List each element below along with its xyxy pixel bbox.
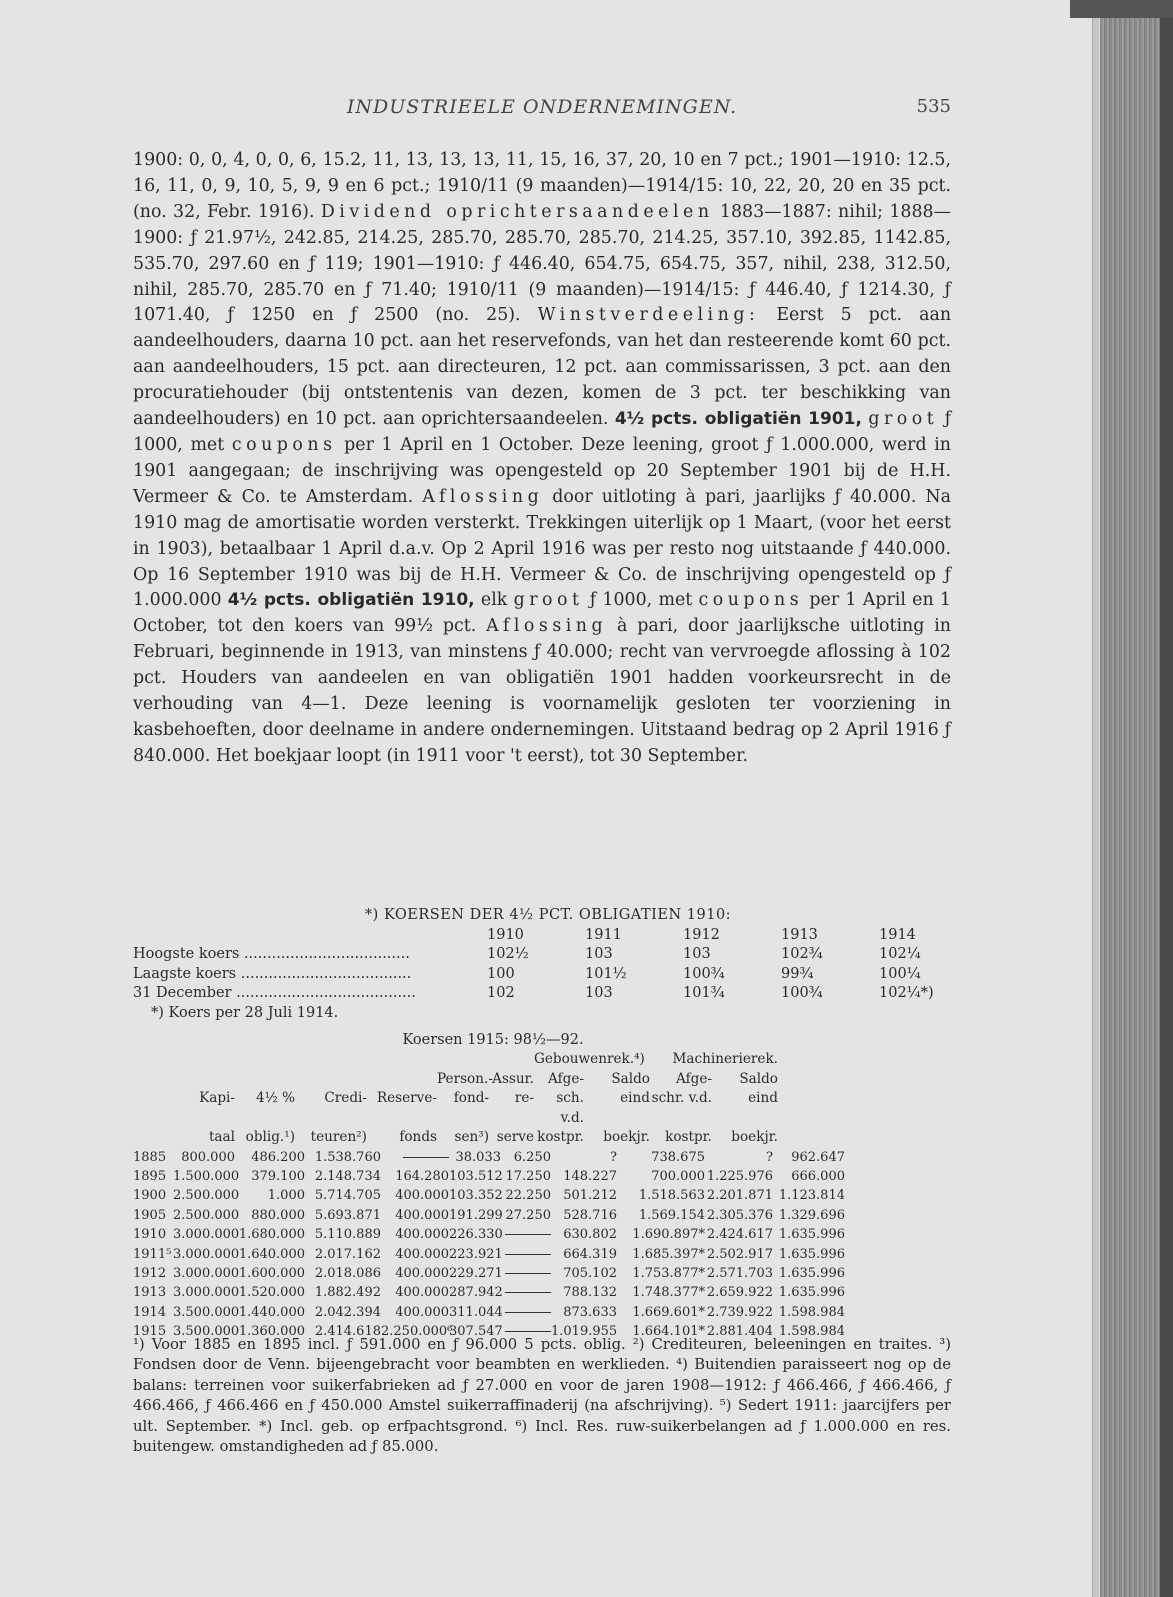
page-number: 535 <box>916 96 951 117</box>
winstverdeeling-label: Winstverdeeling: <box>537 305 760 326</box>
table-cell: 3.000.000 <box>173 1265 240 1281</box>
winstverdeeling-text: Eerst 5 pct. aan aandeelhouders, daarna 10 pct. aan het reservefonds, van het dan resteerende komt 60 pct. aan aandeelhouders, 15 pct. aan directeuren, 12 pct. aan commissarissen, 3 pct. aan den procuratiehouder (bij ontstentenis van dezen, komen de 3 pct. ter beschikking van aandeelhouders) en 10 pct. aan oprichtersaandeelen. <box>133 305 952 430</box>
koersen-footnote: *) Koers per 28 Juli 1914. <box>151 1004 339 1021</box>
koersen-year: 1912 <box>683 926 720 943</box>
table-cell: 1.360.000 <box>238 1324 305 1340</box>
table-cell <box>501 1283 551 1302</box>
table-cell: 400.000 <box>395 1246 449 1262</box>
table-cell: 287.942 <box>449 1285 503 1301</box>
table-cell: 1912 <box>133 1265 167 1281</box>
obligaties-1910-text-a: elk <box>480 590 508 611</box>
table-cell: 400.000 <box>395 1227 449 1243</box>
table-cell: 1.538.760 <box>314 1149 381 1165</box>
obligaties-1910-heading: 4½ pcts. obligatiën 1910, <box>227 590 475 611</box>
table-cell: 2.201.871 <box>706 1188 773 1204</box>
table-cell: 1.664.101* <box>632 1324 705 1340</box>
book-spine-edge <box>1100 18 1160 1597</box>
table-cell: 2.571.703 <box>706 1265 773 1281</box>
table-cell: 2.148.734 <box>314 1168 381 1184</box>
table-cell: ? <box>766 1149 773 1165</box>
table-cell: 400.000 <box>395 1265 449 1281</box>
table-cell: 400.000 <box>395 1188 449 1204</box>
dividend-history: 1900: 0, 0, 4, 0, 0, 6, 15.2, 11, 13, 13, 13, 11, 15, 16, 37, 20, 10 en 7 pct.; 1901—1910: 12.5, 16, 11, 0, 9, 10, 5, 9, 9 en 6 pct.; 1910/11 (9 maanden)—1914/15: 10, 22, 20, 20 en 35 pct. (no. 32, Febr. 1916). <box>133 150 951 222</box>
koersen-row-31-december: 31 December ....................................... 102 103 101¾ 100¾ 102¼*) <box>133 985 934 1001</box>
table-cell: 2.881.404 <box>706 1324 773 1340</box>
table-cell: 1910 <box>133 1227 167 1243</box>
table-cell: 103.512 <box>449 1168 503 1184</box>
obligaties-1910-text-c: per 1 April en 1 October, tot den koers van 99½ pct. <box>133 590 951 637</box>
table-cell: 2.018.086 <box>314 1265 381 1281</box>
table-cell: 1885 <box>133 1149 167 1165</box>
table-cell: 705.102 <box>563 1265 617 1281</box>
dividend-oprichters-label: Dividend oprichtersaandeelen <box>320 201 714 222</box>
table-cell: 2.017.162 <box>314 1246 381 1262</box>
table-cell: 164.280 <box>395 1168 449 1184</box>
table-cell: 2.424.617 <box>706 1227 773 1243</box>
dividend-oprichters-values: 1883—1887: nihil; 1888—1900: ƒ 21.97½, 242.85, 214.25, 285.70, 285.70, 285.70, 214.25, 357.10, 392.85, 1142.85, 535.70, 297.60 en ƒ 119; 1901—1910: ƒ 446.40, 654.75, 654.75, 357, nihil, 238, 312.50, nihil, 285.70, 285.70 en ƒ 71.40; 1910/11 (9 maanden)—1914/15: ƒ 446.40, ƒ 1214.30, ƒ 1071.40, ƒ 1250 en ƒ 2500 (no. 25). <box>133 201 952 326</box>
table-cell: 962.647 <box>791 1149 845 1165</box>
aflossing-text: door uitloting à pari, jaarlijks ƒ 40.000. Na 1910 mag de amortisatie worden versterkt. Trekkingen uiterlijk op 1 Maart, (voor het eerst in 1903), betaalbaar 1 April d.a.v. Op 2 April 1916 was per resto nog uitstaande ƒ 440.000. Op 16 September 1910 was bij de H.H. Vermeer & Co. de inschrijving opengesteld op ƒ 1.000.000 <box>133 486 952 611</box>
table-cell: 1914 <box>133 1304 167 1320</box>
table-cell: 1.569.154 <box>638 1207 705 1223</box>
table-cell: 1.225.976 <box>706 1168 773 1184</box>
table-cell: 1.598.984 <box>778 1304 845 1320</box>
body-text <box>133 148 951 770</box>
table-cell: 148.227 <box>563 1168 617 1184</box>
table-cell: 2.659.922 <box>706 1285 773 1301</box>
obligaties-1901-text-a: ƒ 1000, met <box>133 409 952 455</box>
table-row <box>133 1167 953 1186</box>
scan-border <box>1160 0 1173 1597</box>
table-cell: 1.640.000 <box>238 1246 305 1262</box>
obligaties-1901-heading: 4½ pcts. obligatiën 1901, <box>614 409 862 430</box>
table-cell <box>381 1148 449 1167</box>
table-cell: 1.019.955 <box>551 1324 618 1340</box>
table-cell: 1900 <box>133 1188 167 1204</box>
aflossing-label: Aflossing <box>422 486 544 507</box>
koersen-title: *) KOERSEN DER 4½ PCT. OBLIGATIEN 1910: <box>364 907 732 923</box>
table-cell: 27.250 <box>505 1207 551 1223</box>
table-cell: 1.690.897* <box>632 1227 705 1243</box>
body-paragraph <box>133 148 951 770</box>
table-cell: 307.547 <box>449 1324 503 1340</box>
table-cell: 5.693.871 <box>314 1207 381 1223</box>
table-row <box>133 1283 953 1302</box>
table-cell: 229.271 <box>449 1265 503 1281</box>
financial-header-row-3: Kapi- 4½ % Credi- Reserve- fond- re- sch. v.d. eind schr. v.d. eind <box>199 1090 778 1126</box>
koersen-1915: Koersen 1915: 98½—92. <box>402 1032 584 1048</box>
table-cell <box>501 1264 551 1283</box>
koersen-table <box>133 906 963 1051</box>
scan-border-top <box>1070 0 1173 18</box>
groot-label: groot <box>868 409 939 430</box>
table-cell: 1.635.996 <box>778 1285 845 1301</box>
table-cell: 1.753.877* <box>632 1265 705 1281</box>
koersen-row-hoogste: Hoogste koers .................................... 102½ 103 103 102¾ 102¼ <box>133 946 921 962</box>
table-cell: 5.110.889 <box>314 1227 381 1243</box>
running-title: INDUSTRIEELE ONDERNEMINGEN. <box>346 96 738 118</box>
table-cell: 1915 <box>133 1324 167 1340</box>
table-cell: 400.000 <box>395 1285 449 1301</box>
table-cell <box>501 1225 551 1244</box>
koersen-row-laagste: Laagste koers ..................................... 100 101½ 100¾ 99¾ 100¼ <box>133 965 921 982</box>
table-row <box>133 1245 953 1264</box>
table-cell: 1.518.563 <box>638 1188 705 1204</box>
table-cell: 788.132 <box>563 1285 617 1301</box>
table-cell <box>501 1245 551 1264</box>
financial-table <box>133 1050 953 1342</box>
table-cell: 2.500.000 <box>173 1188 240 1204</box>
table-cell: 1.000 <box>267 1188 305 1204</box>
financial-header-row-2: Person.- Assur. Afge- Saldo Afge- Saldo <box>437 1070 778 1087</box>
coupons-label: coupons <box>231 434 337 455</box>
table-cell: 1.685.397* <box>632 1246 705 1262</box>
table-cell: 6.250 <box>513 1149 551 1165</box>
table-cell: 800.000 <box>181 1149 235 1165</box>
table-cell: 1.123.814 <box>778 1188 845 1204</box>
table-cell: 1913 <box>133 1285 167 1301</box>
table-cell: 666.000 <box>791 1168 845 1184</box>
table-cell: 2.414.618 <box>314 1324 381 1340</box>
table-cell: 1.748.377* <box>632 1285 705 1301</box>
aflossing-label-2: Aflossing <box>486 616 608 637</box>
table-cell: 1895 <box>133 1168 167 1184</box>
table-row <box>133 1303 953 1322</box>
koersen-header-row <box>133 926 963 946</box>
table-cell: 528.716 <box>563 1207 617 1223</box>
table-cell: 1.882.492 <box>314 1285 381 1301</box>
table-cell: 3.500.000 <box>173 1304 240 1320</box>
table-cell: 873.633 <box>563 1304 617 1320</box>
table-cell: ? <box>610 1149 617 1165</box>
koersen-year: 1911 <box>585 926 622 943</box>
table-row <box>133 1206 953 1225</box>
table-cell: 17.250 <box>505 1168 551 1184</box>
table-row <box>133 1264 953 1283</box>
financial-header-row-4: taal oblig.¹) teuren²) fonds sen³) serve kostpr. boekjr. kostpr. boekjr. <box>208 1129 778 1145</box>
table-cell: 3.500.000 <box>173 1324 240 1340</box>
table-cell: 501.212 <box>563 1188 617 1204</box>
table-cell: 1.635.996 <box>778 1227 845 1243</box>
table-cell: 1.635.996 <box>778 1265 845 1281</box>
coupons-label-2: coupons <box>698 590 804 611</box>
table-cell: 1.440.000 <box>238 1304 305 1320</box>
table-cell: 3.000.000 <box>173 1285 240 1301</box>
table-cell: 1.669.601* <box>632 1304 705 1320</box>
table-cell: 226.330 <box>449 1227 503 1243</box>
table-cell: 664.319 <box>563 1246 617 1262</box>
table-cell: 223.921 <box>449 1246 503 1262</box>
table-cell: 311.044 <box>449 1304 503 1320</box>
table-cell: 1.635.996 <box>778 1246 845 1262</box>
financial-table-body <box>133 1148 953 1342</box>
table-cell: 1.329.696 <box>778 1207 845 1223</box>
table-cell: 486.200 <box>251 1149 305 1165</box>
page-edge <box>1092 14 1099 1597</box>
koersen-year: 1910 <box>487 926 524 943</box>
table-cell: 2.739.922 <box>706 1304 773 1320</box>
table-cell: 3.000.000 <box>173 1227 240 1243</box>
table-cell: 1.520.000 <box>238 1285 305 1301</box>
table-cell: 38.033 <box>455 1149 501 1165</box>
gebouwenrek-header: Gebouwenrek.⁴) <box>534 1051 645 1067</box>
table-cell: 2.042.394 <box>314 1304 381 1320</box>
table-cell: 1.598.984 <box>778 1324 845 1340</box>
obligaties-1910-text-b: ƒ 1000, met <box>589 590 693 611</box>
table-cell: 400.000 <box>395 1304 449 1320</box>
table-cell: 2.250.000⁶ <box>381 1324 453 1340</box>
table-cell: 191.299 <box>449 1207 503 1223</box>
table-cell <box>501 1303 551 1322</box>
financial-header-row-1 <box>133 1050 953 1070</box>
table-cell: 400.000 <box>395 1207 449 1223</box>
obligaties-1901-text-b: per 1 April en 1 October. Deze leening, groot ƒ 1.000.000, werd in 1901 aangegaan; de inschrijving was opengesteld op 20 September 1901 bij de H.H. Vermeer & Co. te Amsterdam. <box>133 434 951 507</box>
table-cell: 2.500.000 <box>173 1207 240 1223</box>
groot-label-2: groot <box>513 590 584 611</box>
aflossing-1910-text: à pari, door jaarlijksche uitloting in Februari, beginnende in 1913, van minstens ƒ 40.000; recht van vervroegde aflossing à 102 pct. Houders van aandeelen en van obligatiën 1901 hadden voorkeursrecht in de verhouding van 4—1. Deze leening is voornamelijk gesloten ter voorziening in kasbehoeften, door deelname in andere ondernemingen. Uitstaand bedrag op 2 April 1916 ƒ 840.000. Het boekjaar loopt (in 1911 voor 't eerst), tot 30 September. <box>133 616 952 766</box>
table-cell: 3.000.000 <box>173 1246 240 1262</box>
table-row <box>133 1186 953 1205</box>
koersen-year: 1914 <box>879 926 916 943</box>
table-cell: 1.680.000 <box>238 1227 305 1243</box>
table-cell: 2.502.917 <box>706 1246 773 1262</box>
table-cell: 738.675 <box>651 1149 705 1165</box>
table-cell: 2.305.376 <box>706 1207 773 1223</box>
table-cell: 103.352 <box>449 1188 503 1204</box>
machinerierek-header: Machinerierek. <box>672 1051 778 1067</box>
table-cell: 1.500.000 <box>173 1168 240 1184</box>
table-row <box>133 1225 953 1244</box>
table-cell: 1.600.000 <box>238 1265 305 1281</box>
footnotes: ¹) Voor 1885 en 1895 incl. ƒ 591.000 en ƒ 96.000 5 pcts. oblig. ²) Crediteuren, beleeningen en traites. ³) Fondsen door de Venn. bijeengebracht voor beambten en werklieden. ⁴) Buitendien paraisseert nog op de balans: terreinen voor suikerfabrieken ad ƒ 27.000 en voor de jaren 1908—1912: ƒ 466.466, ƒ 466.466, ƒ 466.466, ƒ 466.466 en ƒ 450.000 Amstel suikerraffinaderij (na afschrijving). ⁵) Sedert 1911: jaarcijfers per ult. September. *) Incl. geb. op erfpachtsgrond. ⁶) Incl. Res. ruw-suikerbelangen ad ƒ 1.000.000 en res. buitengew. omstandigheden ad ƒ 85.000. <box>133 1336 951 1456</box>
table-row <box>133 1148 953 1167</box>
table-cell: 630.802 <box>563 1227 617 1243</box>
table-cell: 22.250 <box>505 1188 551 1204</box>
table-cell: 1905 <box>133 1207 167 1223</box>
table-cell: 1911⁵ <box>133 1246 172 1262</box>
table-cell: 880.000 <box>251 1207 305 1223</box>
page-header <box>133 96 951 122</box>
table-cell: 379.100 <box>251 1168 305 1184</box>
table-cell: 700.000 <box>651 1168 705 1184</box>
koersen-year: 1913 <box>781 926 818 943</box>
table-cell: 5.714.705 <box>314 1188 381 1204</box>
